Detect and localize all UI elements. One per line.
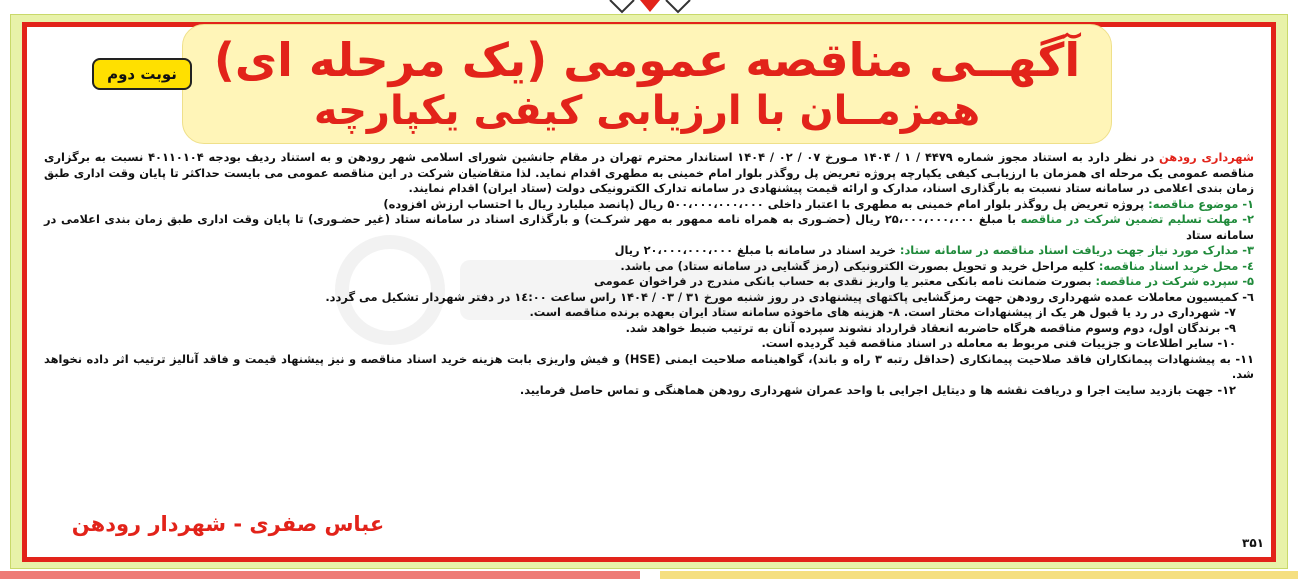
- item-label: ٤- محل خرید اسناد مناقصه:: [1098, 258, 1254, 273]
- intro-text: در نظر دارد به استناد مجوز شماره ۴۴۷۹ / ۱ / ۱۴۰۴ مـورخ ۰۷ / ۰۲ / ۱۴۰۴ استاندار محترم تهران در مقام جانشین شورای اسلامی شهر رودهن و به استناد ردیف بودجه ۴۰۱۱۰۱۰۴ نسبت به برگزاری مناقصه عمومی یک مرحله ای همزمان با ارزیابـی کیفی یکپارچه پروژه تعریض پل روگذر بلوار امام خمینی به مطهری اقدام نماید. لذا متقاضیان شرکت در این مناقصه عمومی می بایست حداکثر تا پایان وقت اداری طبق زمان بندی اعلامی در سامانه ستاد نسبت به بارگذاری اسناد، مدارک و ارائه قیمت پیشنهادی در سامانه تدارک الکترونیکی دولت (ستاد ایران) اقدام نمایند.: [44, 150, 1254, 195]
- list-item: [44, 274, 1254, 290]
- intro-paragraph: [44, 150, 1254, 197]
- item-label: ۳- مدارک مورد نیاز جهت دریافت اسناد مناقصه در سامانه ستاد:: [899, 243, 1254, 257]
- round-badge: نوبت دوم: [92, 58, 192, 90]
- organization-name: شهرداری رودهن: [1159, 150, 1255, 164]
- tender-body: [44, 150, 1254, 398]
- list-item: ۷- شهرداری در رد یا قبول هر یک از پیشنهادات مختار است. ۸- هزینه های ماخوذه سامانه ستاد ایران بعهده برنده مناقصه است.: [529, 305, 1236, 319]
- item-text: پروژه تعریض پل روگذر بلوار امام خمینی به مطهری با اعتبار داخلی ۵۰۰،۰۰۰،۰۰۰،۰۰۰ ریال (پانصد میلیارد ریال با احتساب ارزش افزوده): [383, 196, 1149, 211]
- list-item: [44, 197, 1254, 213]
- list-item: [44, 259, 1254, 275]
- bottom-strip-right: [660, 571, 1298, 579]
- item-text: خرید اسناد در سامانه با مبلغ ۲۰،۰۰۰،۰۰۰،۰۰۰ ریال: [614, 243, 900, 257]
- list-item: ۱۲- جهت بازدید سایت اجرا و دریافت نقشه ها و دیتایل اجرایی با واحد عمران شهرداری رودهن هماهنگی و تماس حاصل فرمایید.: [519, 382, 1236, 397]
- item-label: ۵- سپرده شرکت در مناقصه:: [1095, 274, 1254, 288]
- title-banner: [182, 24, 1112, 144]
- bottom-strip-left: [0, 571, 640, 579]
- title-line-2: همزمــان با ارزیابی کیفی یکپارچه: [313, 88, 981, 134]
- item-label: ۱- موضوع مناقصه:: [1148, 196, 1254, 211]
- list-item: [44, 212, 1254, 243]
- title-line-1: آگهــی مناقصه عمومی (یک مرحله ای): [213, 33, 1081, 87]
- item-text: بصورت ضمانت نامه بانکی معتبر یا واریز نقدی به حساب بانکی مندرج در فراخوان عمومی: [594, 274, 1096, 288]
- list-item: ٦- کمیسیون معاملات عمده شهرداری رودهن جهت رمزگشایی پاکتهای پیشنهادی در روز شنبه مورخ ۳۱ / ۰۳ / ۱۴۰۴ راس ساعت ۱٤:۰۰ در دفتر شهردار تشکیل می گردد.: [325, 289, 1254, 304]
- ad-code: ۳۵۱: [1242, 536, 1264, 550]
- list-item: ۱۱- به پیشنهادات پیمانکاران فاقد صلاحیت پیمانکاری (حداقل رتبه ۳ راه و باند)، گواهینامه صلاحیت ایمنی (HSE) و فیش واریزی بابت هزینه خرید اسناد مناقصه و نیز پیشنهاد قیمت و فاقد آنالیز ترتیب اثر داده نخواهد شد.: [44, 351, 1255, 381]
- list-item: ۹- برندگان اول، دوم وسوم مناقصه هرگاه حاضربه انعقاد قرارداد نشوند سپرده آنان به ترتیب ضبط خواهد شد.: [625, 320, 1236, 335]
- top-ornament-icon: [590, 0, 710, 14]
- list-item: ۱۰- سایر اطلاعات و جزییات فنی مربوط به معامله در اسناد مناقصه قید گردیده است.: [761, 336, 1236, 350]
- item-text: کلیه مراحل خرید و تحویل بصورت الکترونیکی (رمز گشایی در سامانه ستاد) می باشد.: [620, 258, 1099, 273]
- signature: عباس صفری - شهردار رودهن: [71, 512, 385, 536]
- item-label: ۲- مهلت تسلیم تضمین شرکت در مناقصه: [1020, 212, 1254, 226]
- list-item: [44, 243, 1254, 259]
- item-text: با مبلغ ۲۵،۰۰۰،۰۰۰،۰۰۰ ریال (حضـوری به همراه نامه ممهور به مهر شرکـت) و بارگذاری اسناد در سامانه ستاد (غیر حضـوری) تا پایان وقت اداری طبق زمان بندی اعلامی در سامانه ستاد: [44, 212, 1254, 242]
